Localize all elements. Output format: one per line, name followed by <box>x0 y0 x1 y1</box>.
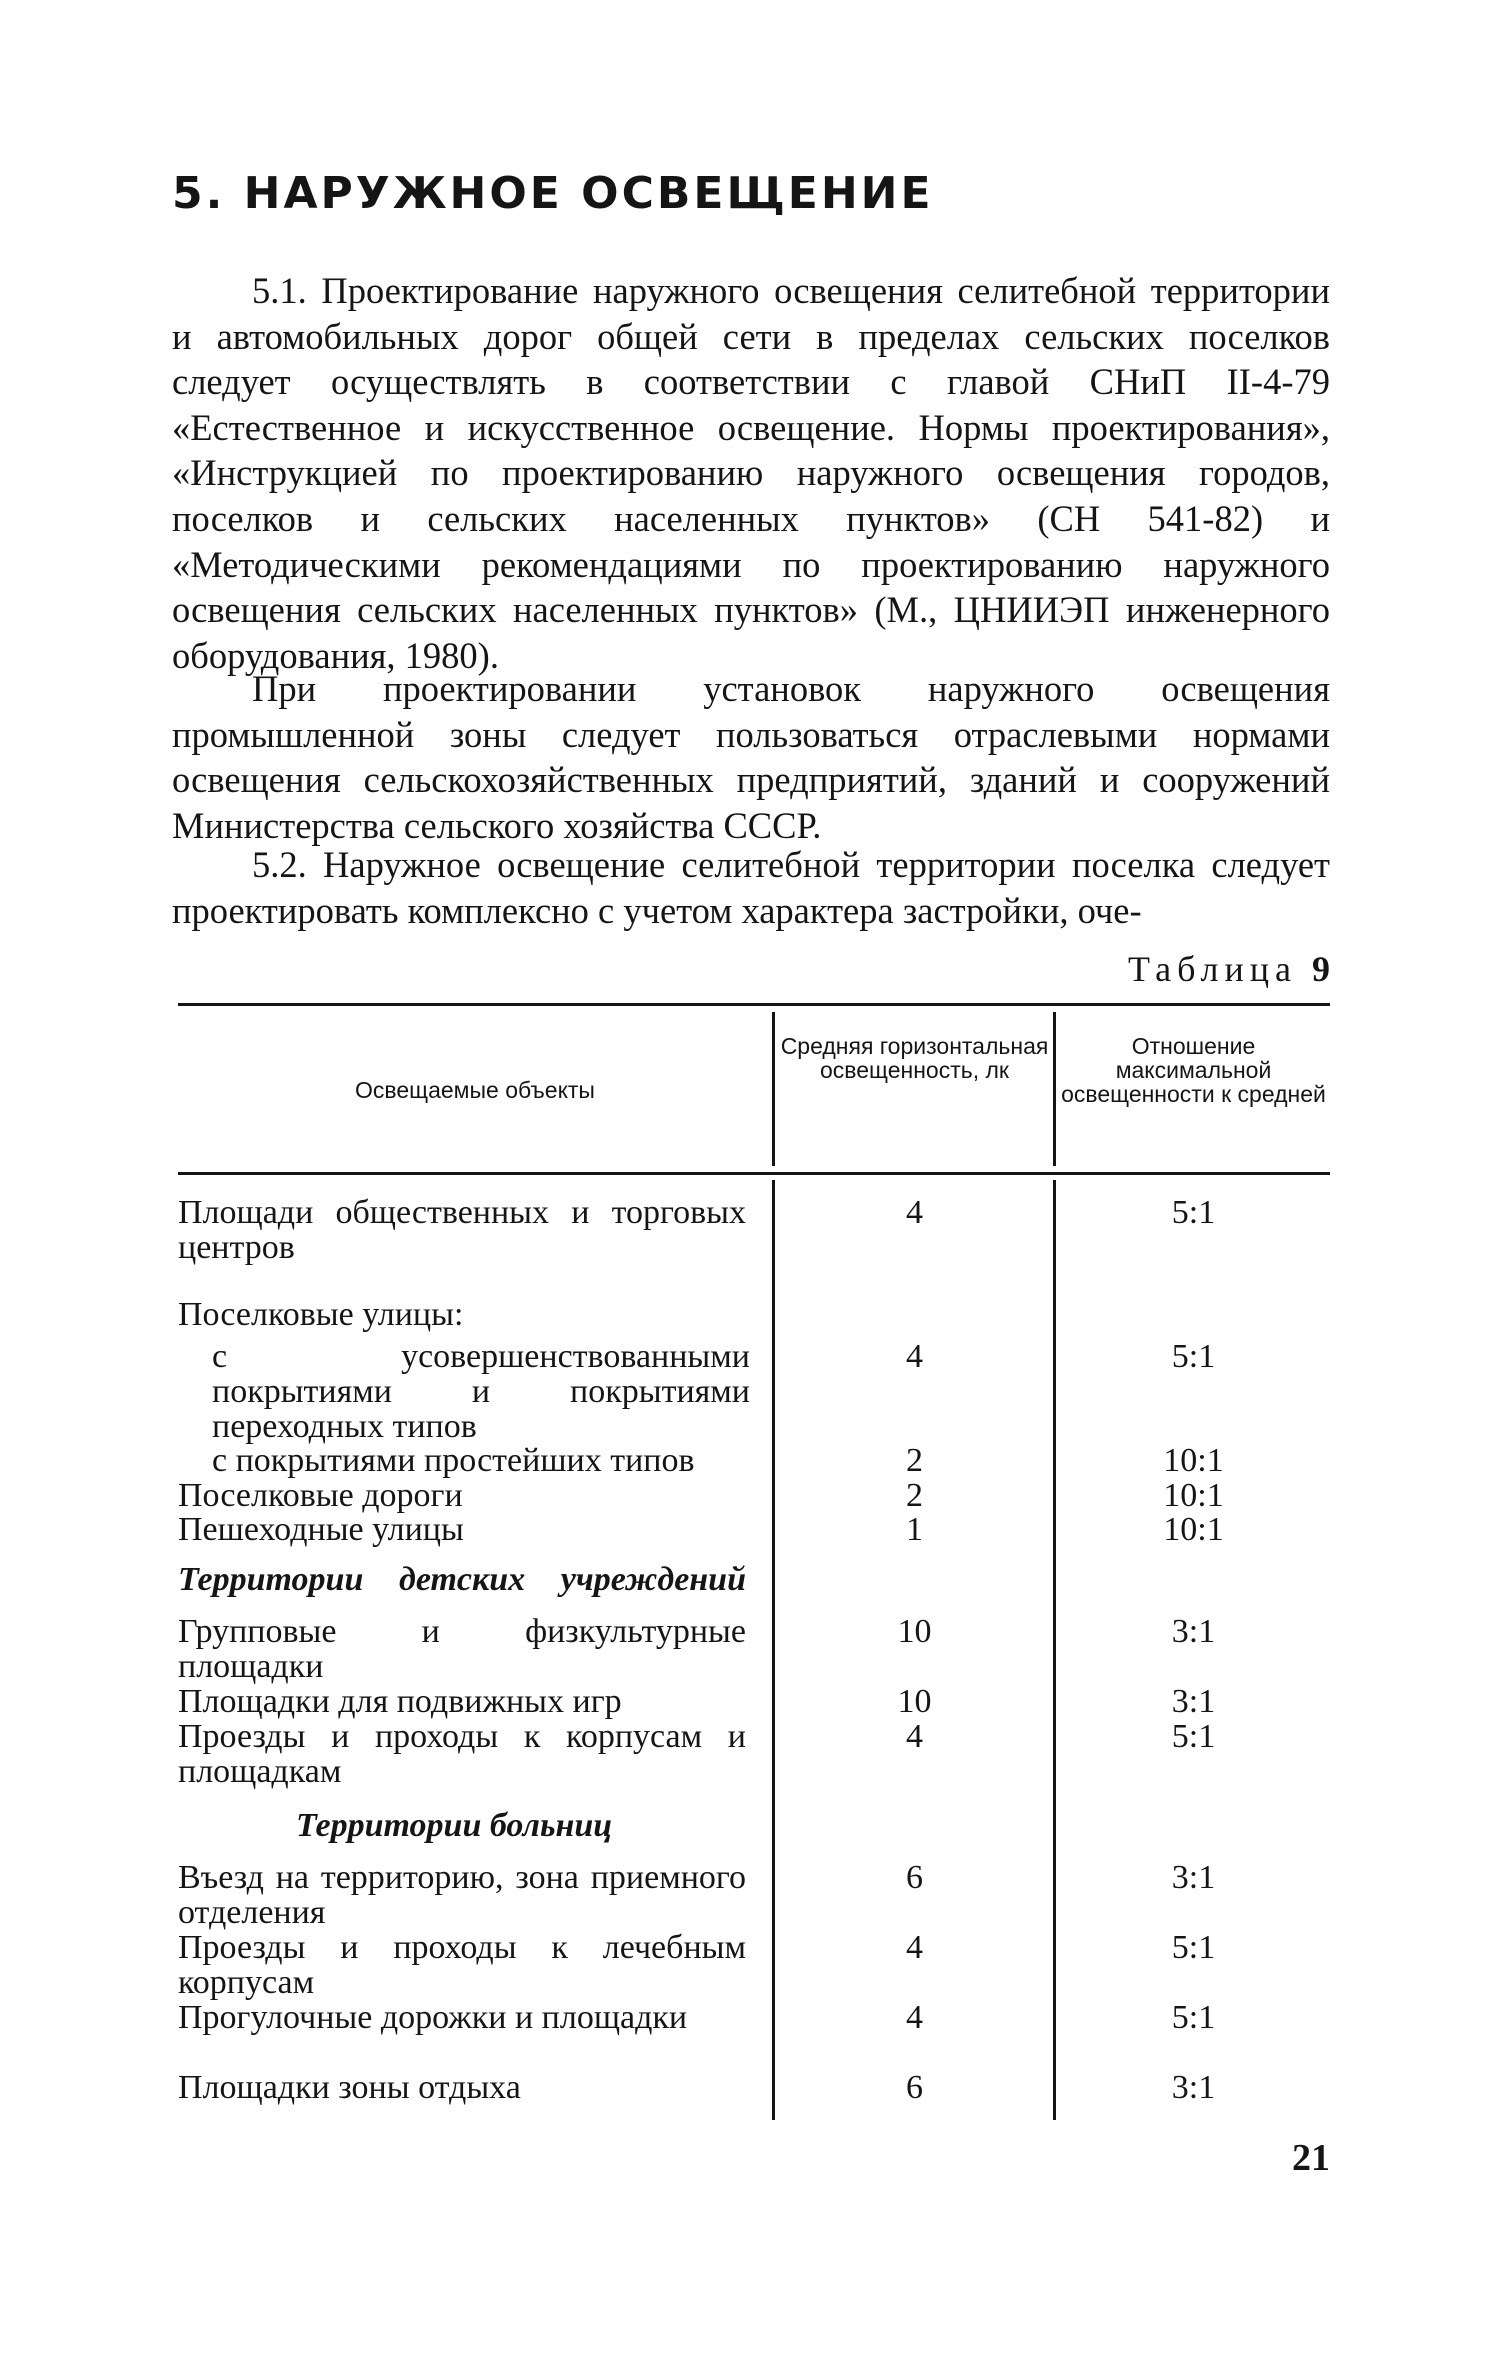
row-average: 10 <box>897 1683 932 1720</box>
row-average: 10 <box>897 1613 932 1650</box>
table-header-divider <box>772 1012 775 1166</box>
subheading-hospitals: Территории больниц <box>296 1807 613 1844</box>
row-object: Прогулочные дорожки и площадки <box>178 1999 688 2036</box>
row-average: 4 <box>906 1929 923 1966</box>
row-object: Проезды и проходы к лечебным корпусам <box>178 1929 746 2001</box>
row-object: с покрытиями простейших типов <box>212 1442 695 1479</box>
row-average: 4 <box>906 1338 923 1375</box>
paragraph-5-1: 5.1. Проектирование наружного освещения селитебной территории и автомобильных дорог общей сети в пределах сельских поселков следует осуществлять в соответствии с главой СНиП II-4-79 «Естественное и искусственное освещение. Нормы проектирования», «Инструкцией по проектированию наружного освещения городов, поселков и сельских населенных пунктов» (СН 541-82) и «Методическими рекомендациями по проектированию наружного освещения сельских населенных пунктов» (М., ЦНИИЭП инженерного оборудования, 1980). <box>172 270 1330 676</box>
row-ratio: 3:1 <box>1171 2069 1216 2106</box>
row-average: 4 <box>906 1999 923 2036</box>
row-ratio: 5:1 <box>1171 1194 1216 1231</box>
row-ratio: 3:1 <box>1171 1859 1216 1896</box>
row-ratio: 10:1 <box>1163 1442 1224 1479</box>
table-column-divider <box>1053 1180 1056 2120</box>
subheading-childrens-institutions: Территории детских учреждений <box>178 1561 746 1598</box>
header-average-illuminance: Средняя горизонтальная освещенность, лк <box>780 1033 1049 1083</box>
row-ratio: 3:1 <box>1171 1613 1216 1650</box>
table-column-divider <box>772 1180 775 2120</box>
row-ratio: 10:1 <box>1163 1511 1224 1548</box>
row-object: Площадки для подвижных игр <box>178 1683 622 1720</box>
row-average: 4 <box>906 1194 923 1231</box>
paragraph-5-2: 5.2. Наружное освещение селитебной территории поселка следует проектировать комплексно с учетом характера застройки, оче- <box>172 844 1330 931</box>
row-average: 2 <box>906 1442 923 1479</box>
table-header-rule <box>178 1172 1330 1175</box>
row-object: Поселковые дороги <box>178 1477 463 1514</box>
row-object: Поселковые улицы: <box>178 1296 464 1333</box>
row-average: 1 <box>906 1511 923 1548</box>
row-object: Групповые и физкультурные площадки <box>178 1613 746 1685</box>
row-ratio: 5:1 <box>1171 1338 1216 1375</box>
row-object: Площади общественных и торговых центров <box>178 1194 746 1266</box>
header-objects: Освещаемые объекты <box>355 1077 595 1103</box>
row-ratio: 3:1 <box>1171 1683 1216 1720</box>
row-average: 6 <box>906 2069 923 2106</box>
table-caption-number: 9 <box>1312 949 1330 989</box>
row-average: 4 <box>906 1718 923 1755</box>
row-ratio: 5:1 <box>1171 1929 1216 1966</box>
row-object: Въезд на территорию, зона приемного отделения <box>178 1859 746 1931</box>
page-number: 21 <box>1292 2137 1330 2179</box>
row-ratio: 5:1 <box>1171 1999 1216 2036</box>
table-top-rule <box>178 1003 1330 1006</box>
row-object: Площадки зоны отдыха <box>178 2069 521 2106</box>
header-max-to-average-ratio: Отношение максимальной освещенности к средней <box>1061 1033 1326 1107</box>
section-heading: 5. НАРУЖНОЕ ОСВЕЩЕНИЕ <box>172 168 934 219</box>
row-ratio: 5:1 <box>1171 1718 1216 1755</box>
table-caption <box>1128 948 1330 990</box>
row-average: 6 <box>906 1859 923 1896</box>
paragraph-industrial-zone: При проектировании установок наружного освещения промышленной зоны следует пользоваться отраслевыми нормами освещения сельскохозяйственных предприятий, зданий и сооружений Министерства сельского хозяйства СССР. <box>172 668 1330 846</box>
table-caption-label: Таблица <box>1128 949 1297 989</box>
row-object: с усовершенствованными покрытиями и покрытиями переходных типов <box>212 1338 750 1445</box>
row-object: Проезды и проходы к корпусам и площадкам <box>178 1718 746 1790</box>
row-average: 2 <box>906 1477 923 1514</box>
row-object: Пешеходные улицы <box>178 1511 464 1548</box>
table-header-divider <box>1053 1012 1056 1166</box>
row-ratio: 10:1 <box>1163 1477 1224 1514</box>
